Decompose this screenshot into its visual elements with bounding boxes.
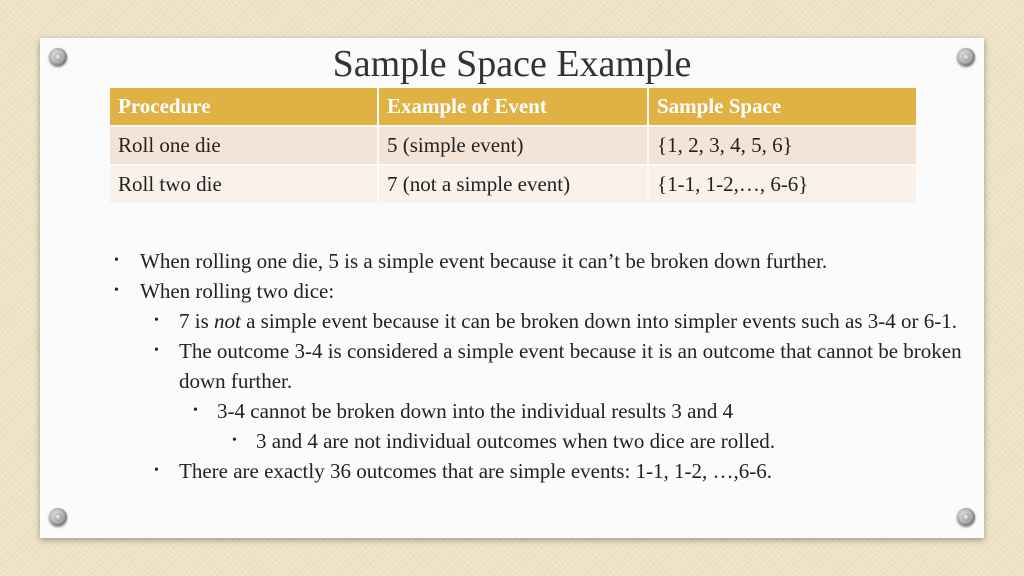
cell-example: 7 (not a simple event) — [378, 165, 648, 203]
cell-sample-space: {1-1, 1-2,…, 6-6} — [648, 165, 916, 203]
bullet-item — [114, 396, 964, 426]
bullet-text-emphasis: not — [214, 309, 241, 333]
bullet-dot-icon: • — [193, 403, 198, 418]
bullet-item — [114, 456, 964, 486]
bullet-dot-icon: • — [114, 253, 119, 268]
slide-title: Sample Space Example — [332, 43, 692, 85]
bullet-item — [114, 336, 964, 396]
bullet-text: When rolling one die, 5 is a simple event because it can’t be broken down further. — [140, 249, 828, 273]
bullet-dot-icon: • — [154, 313, 159, 328]
cell-procedure: Roll two die — [110, 165, 378, 203]
slide-card — [40, 38, 984, 538]
bullet-text: The outcome 3-4 is considered a simple event because it is an outcome that cannot be broken down further. — [179, 339, 962, 393]
bullet-text: 3-4 cannot be broken down into the individual results 3 and 4 — [217, 399, 734, 423]
bullet-item — [114, 246, 964, 276]
header-example-of-event: Example of Event — [378, 88, 648, 126]
bullet-dot-icon: • — [232, 433, 237, 448]
header-sample-space: Sample Space — [648, 88, 916, 126]
table-header-row — [110, 88, 916, 126]
bullet-text-pre: 7 is — [179, 309, 215, 333]
bullet-item — [114, 426, 964, 456]
bullet-dot-icon: • — [114, 283, 119, 298]
table-row — [110, 165, 916, 203]
bullet-item — [114, 306, 964, 336]
bullet-text: When rolling two dice: — [140, 279, 335, 303]
cell-sample-space: {1, 2, 3, 4, 5, 6} — [648, 126, 916, 165]
cell-procedure: Roll one die — [110, 126, 378, 165]
sample-space-table — [110, 88, 916, 203]
bullet-item — [114, 276, 964, 306]
pushpin-icon — [957, 508, 975, 526]
header-procedure: Procedure — [110, 88, 378, 126]
table-row — [110, 126, 916, 165]
bullet-dot-icon: • — [154, 463, 159, 478]
pushpin-icon — [49, 508, 67, 526]
bullet-text: 3 and 4 are not individual outcomes when two dice are rolled. — [256, 429, 776, 453]
bullet-list — [114, 246, 964, 486]
cell-example: 5 (simple event) — [378, 126, 648, 165]
bullet-text-post: a simple event because it can be broken down into simpler events such as 3-4 or 6-1. — [240, 309, 957, 333]
bullet-dot-icon: • — [154, 343, 159, 358]
bullet-text: There are exactly 36 outcomes that are simple events: 1-1, 1-2, …,6-6. — [179, 459, 773, 483]
